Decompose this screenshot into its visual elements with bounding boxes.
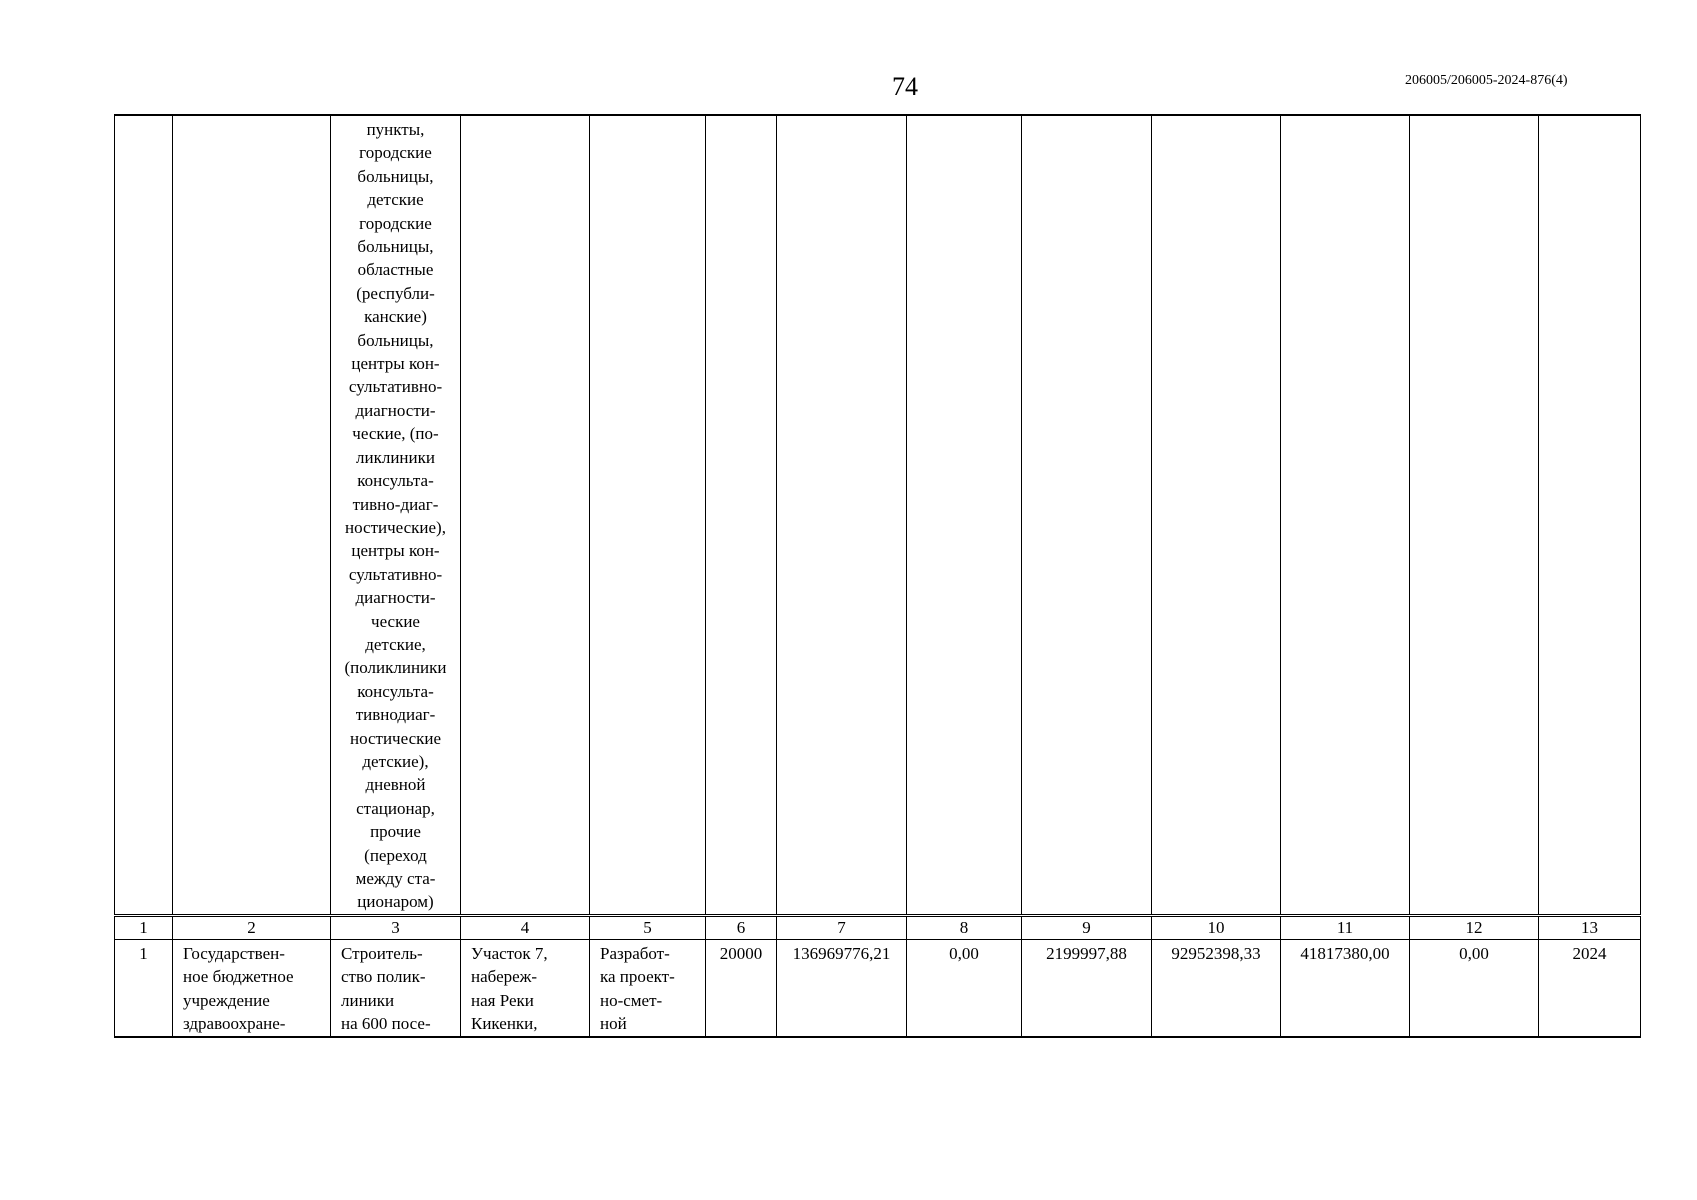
cont-cell-12	[1410, 115, 1539, 916]
column-number: 7	[777, 916, 907, 940]
cont-cell-2	[173, 115, 331, 916]
address-cell: Участок 7, набереж- ная Реки Кикенки,	[461, 940, 590, 1038]
column-number: 9	[1022, 916, 1152, 940]
value-cell-10: 92952398,33	[1152, 940, 1281, 1038]
cont-cell-13	[1539, 115, 1641, 916]
value-cell-8: 0,00	[907, 940, 1022, 1038]
cont-cell-7	[777, 115, 907, 916]
cont-cell-11	[1281, 115, 1410, 916]
column-number: 5	[590, 916, 706, 940]
document-id: 206005/206005-2024-876(4)	[1405, 73, 1568, 88]
object-cell: Строитель- ство полик- линики на 600 посе-	[331, 940, 461, 1038]
column-number: 2	[173, 916, 331, 940]
cont-cell-1	[115, 115, 173, 916]
column-number: 12	[1410, 916, 1539, 940]
column-number: 11	[1281, 916, 1410, 940]
value-cell-11: 41817380,00	[1281, 940, 1410, 1038]
stage-cell: Разработ- ка проект- но-смет- ной	[590, 940, 706, 1038]
column-number: 8	[907, 916, 1022, 940]
cont-cell-9	[1022, 115, 1152, 916]
year-cell: 2024	[1539, 940, 1641, 1038]
column-number: 3	[331, 916, 461, 940]
column-number: 4	[461, 916, 590, 940]
column-number-row	[115, 916, 1641, 940]
page-number: 74	[892, 72, 918, 101]
column-number: 1	[115, 916, 173, 940]
column-number: 10	[1152, 916, 1281, 940]
cont-cell-4	[461, 115, 590, 916]
value-cell-9: 2199997,88	[1022, 940, 1152, 1038]
row-index: 1	[115, 940, 173, 1038]
value-cell-12: 0,00	[1410, 940, 1539, 1038]
cont-cell-5	[590, 115, 706, 916]
value-cell-7: 136969776,21	[777, 940, 907, 1038]
column-number: 13	[1539, 916, 1641, 940]
value-cell-6: 20000	[706, 940, 777, 1038]
continuation-row	[115, 115, 1641, 916]
data-table	[114, 114, 1641, 1038]
cont-cell-8	[907, 115, 1022, 916]
table-row	[115, 940, 1641, 1038]
cont-cell-10	[1152, 115, 1281, 916]
column-number: 6	[706, 916, 777, 940]
cont-cell-3: пункты, городские больницы, детские городские больницы, областные (республи- канские) больницы, центры кон- сультативно- диагности- ческие, (по- ликлиники консульта- тивно-диаг- ностические), центры кон- сультативно- диагности- ческие детские, (поликлиники консульта- тивнодиаг- ностические детские), дневной стационар, прочие (переход между ста- ционаром)	[331, 115, 461, 916]
institution-cell: Государствен- ное бюджетное учреждение здравоохране-	[173, 940, 331, 1038]
cont-cell-6	[706, 115, 777, 916]
